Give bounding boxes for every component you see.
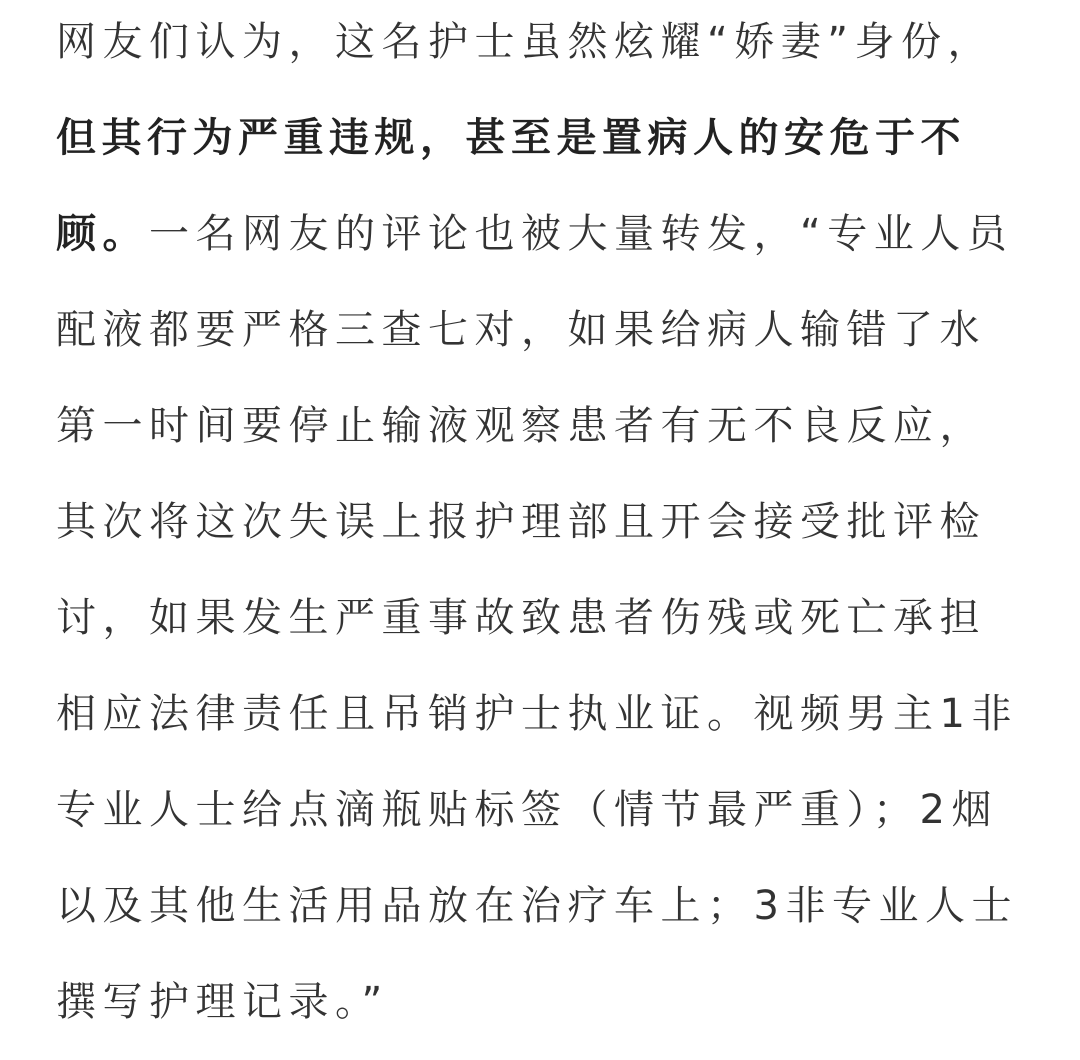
paragraph-line-6: 其次将这次失误上报护理部且开会接受批评检: [56, 499, 986, 545]
regular-text-segment: 一名网友的评论也被大量转发，“专业人员: [149, 211, 1014, 257]
paragraph-line-1: 网友们认为，这名护士虽然炫耀“娇妻”身份，: [56, 19, 994, 65]
article-body: [56, 4, 1031, 1024]
paragraph-line-11: 撰写护理记录。”: [56, 979, 389, 1025]
paragraph-line-7: 讨，如果发生严重事故致患者伤残或死亡承担: [56, 595, 986, 641]
paragraph-line-2-bold: 但其行为严重违规，甚至是置病人的安危于不: [56, 115, 966, 161]
paragraph-line-10: 以及其他生活用品放在治疗车上；3非专业人士: [56, 883, 1018, 929]
paragraph-line-9: 专业人士给点滴瓶贴标签（情节最严重）；2烟: [56, 787, 998, 833]
bold-text-segment: 顾。: [56, 211, 149, 257]
paragraph-line-5: 第一时间要停止输液观察患者有无不良反应，: [56, 403, 986, 449]
paragraph-line-8: 相应法律责任且吊销护士执业证。视频男主1非: [56, 691, 1018, 737]
paragraph-line-4: 配液都要严格三查七对，如果给病人输错了水: [56, 307, 986, 353]
paragraph-line-3: [56, 196, 1031, 292]
